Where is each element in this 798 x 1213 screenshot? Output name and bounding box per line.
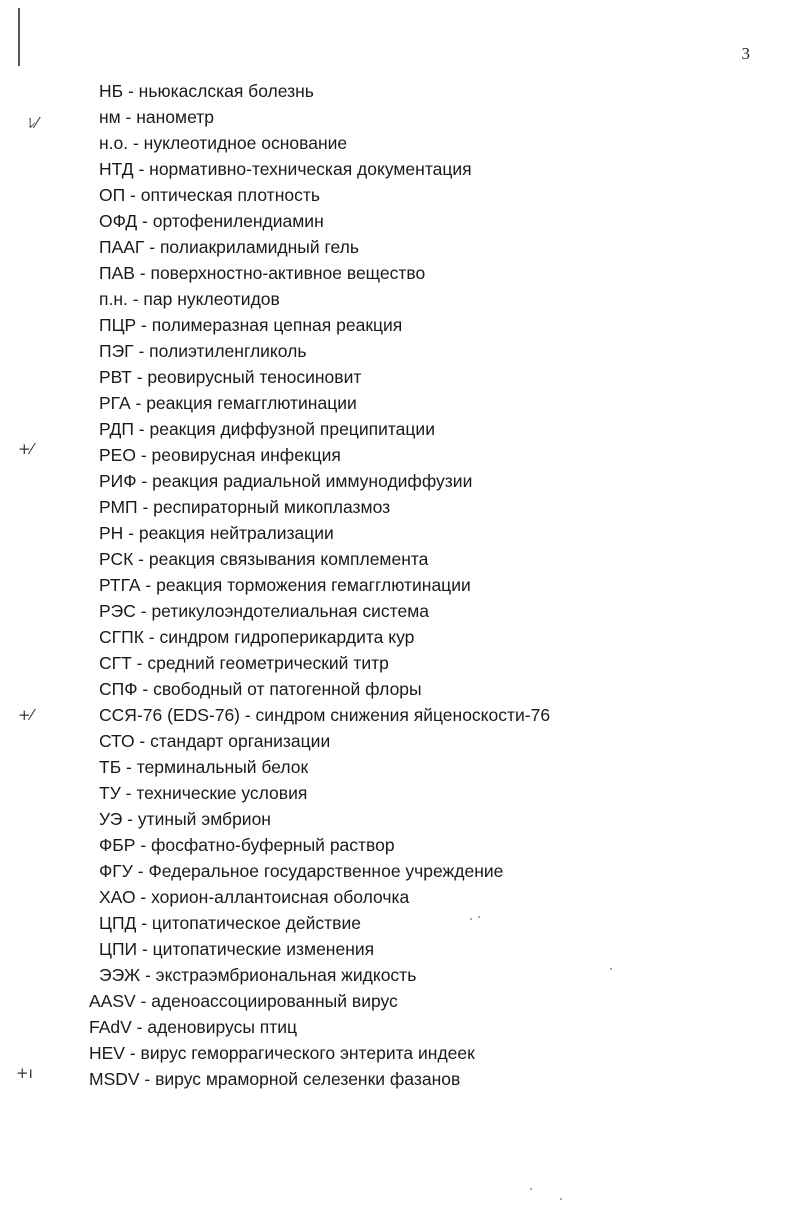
abbreviation-item: AASV - аденоассоциированный вирус bbox=[89, 991, 398, 1011]
abbreviation-item: ПЭГ - полиэтиленгликоль bbox=[99, 341, 307, 361]
scan-speck bbox=[560, 1198, 562, 1200]
abbreviation-item: РЕО - реовирусная инфекция bbox=[99, 445, 341, 465]
abbreviation-item: РН - реакция нейтрализации bbox=[99, 523, 334, 543]
abbreviation-item: ХАО - хорион-аллантоисная оболочка bbox=[99, 887, 410, 907]
scan-speck bbox=[530, 1188, 532, 1190]
abbreviation-item: СТО - стандарт организации bbox=[99, 731, 331, 751]
abbreviation-item: РИФ - реакция радиальной иммунодиффузии bbox=[99, 471, 473, 491]
abbreviation-item: СГТ - средний геометрический титр bbox=[99, 653, 389, 673]
abbreviation-item: СГПК - синдром гидроперикардита кур bbox=[99, 627, 415, 647]
abbreviation-item: ФГУ - Федеральное государственное учреждение bbox=[99, 861, 504, 881]
abbreviation-item: ОП - оптическая плотность bbox=[99, 185, 320, 205]
margin-tick-mark-icon: +⁄ bbox=[18, 706, 34, 724]
abbreviation-item: ПЦР - полимеразная цепная реакция bbox=[99, 315, 403, 335]
abbreviation-item: НБ - ньюкаслская болезнь bbox=[99, 81, 314, 101]
abbreviation-item: ТБ - терминальный белок bbox=[99, 757, 309, 777]
margin-check-mark-icon: ﾚ⁄ bbox=[28, 114, 39, 132]
abbreviation-item: MSDV - вирус мраморной селезенки фазанов bbox=[89, 1069, 461, 1089]
margin-tick-mark-icon: +ı bbox=[16, 1064, 33, 1082]
abbreviation-item: РТГА - реакция торможения гемагглютинации bbox=[99, 575, 471, 595]
abbreviation-item: ФБР - фосфатно-буферный раствор bbox=[99, 835, 395, 855]
abbreviation-item: РСК - реакция связывания комплемента bbox=[99, 549, 429, 569]
margin-line bbox=[18, 8, 20, 66]
abbreviation-item: н.о. - нуклеотидное основание bbox=[99, 133, 348, 153]
abbreviation-item: FAdV - аденовирусы птиц bbox=[89, 1017, 298, 1037]
abbreviation-item: ЦПД - цитопатическое действие bbox=[99, 913, 361, 933]
abbreviation-item: ЭЭЖ - экстраэмбриональная жидкость bbox=[99, 965, 417, 985]
abbreviation-list bbox=[0, 78, 798, 1092]
abbreviation-item: РВТ - реовирусный теносиновит bbox=[99, 367, 362, 387]
abbreviation-item: п.н. - пар нуклеотидов bbox=[99, 289, 280, 309]
abbreviation-item: ТУ - технические условия bbox=[99, 783, 308, 803]
abbreviation-item: УЭ - утиный эмбрион bbox=[99, 809, 271, 829]
abbreviation-item: нм - нанометр bbox=[99, 107, 214, 127]
margin-tick-mark-icon: +⁄ bbox=[18, 440, 34, 458]
abbreviation-item: НТД - нормативно-техническая документация bbox=[99, 159, 472, 179]
page-number: 3 bbox=[741, 44, 750, 63]
abbreviation-item: ОФД - ортофенилендиамин bbox=[99, 211, 324, 231]
abbreviation-item: СПФ - свободный от патогенной флоры bbox=[99, 679, 422, 699]
abbreviation-item: ССЯ-76 (EDS-76) - синдром снижения яйценоскости-76 bbox=[99, 705, 551, 725]
abbreviation-item: HEV - вирус геморрагического энтерита индеек bbox=[89, 1043, 475, 1063]
abbreviation-item: ПААГ - полиакриламидный гель bbox=[99, 237, 359, 257]
abbreviation-item: ЦПИ - цитопатические изменения bbox=[99, 939, 375, 959]
abbreviation-item: РЭС - ретикулоэндотелиальная система bbox=[99, 601, 429, 621]
abbreviation-item: ПАВ - поверхностно-активное вещество bbox=[99, 263, 426, 283]
abbreviation-item: РГА - реакция гемагглютинации bbox=[99, 393, 357, 413]
abbreviation-item: РДП - реакция диффузной преципитации bbox=[99, 419, 435, 439]
abbreviation-item: РМП - респираторный микоплазмоз bbox=[99, 497, 391, 517]
